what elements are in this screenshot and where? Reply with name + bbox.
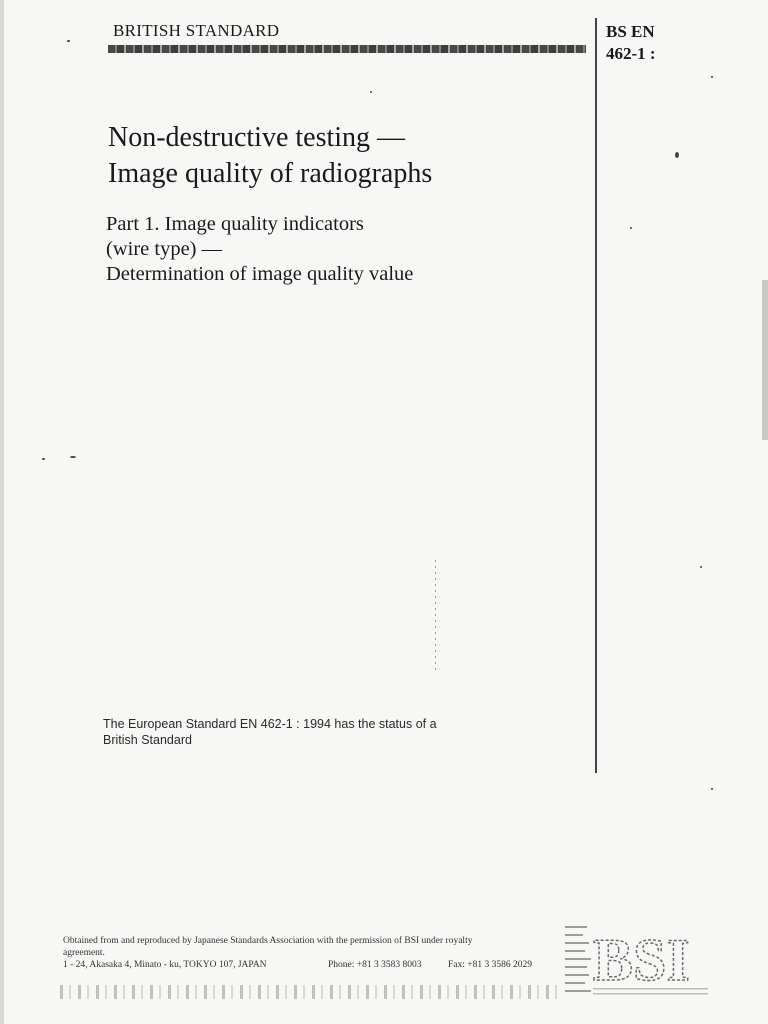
bsi-logo-text: BSI xyxy=(593,927,690,993)
scan-artifact-dots xyxy=(435,560,436,670)
scan-shadow-right xyxy=(762,280,768,440)
source-note xyxy=(63,935,563,971)
subtitle-line3: Determination of image quality value xyxy=(106,263,414,285)
document-subtitle xyxy=(106,212,413,287)
status-note xyxy=(103,716,483,748)
title-line2: Image quality of radiographs xyxy=(108,158,433,189)
standard-number-line2: 462-1 : xyxy=(606,44,656,63)
scan-speck xyxy=(370,91,372,93)
scan-speck xyxy=(711,788,713,790)
address-text: 1 - 24, Akasaka 4, Minato - ku, TOKYO 107, JAPAN xyxy=(63,960,267,970)
standard-number xyxy=(606,21,656,65)
contact-row xyxy=(63,959,563,971)
scan-speck xyxy=(630,227,632,229)
vertical-divider xyxy=(595,18,597,773)
bsi-logo xyxy=(563,918,713,998)
scan-speck xyxy=(711,76,713,78)
scan-speck xyxy=(700,566,702,568)
source-note-line2: agreement. xyxy=(63,948,105,958)
status-note-line2: British Standard xyxy=(103,733,192,747)
scan-speck xyxy=(675,152,679,158)
status-note-line1: The European Standard EN 462-1 : 1994 has the status of a xyxy=(103,717,437,731)
subtitle-line1: Part 1. Image quality indicators xyxy=(106,213,364,235)
scan-speck xyxy=(67,40,70,42)
header-label: BRITISH STANDARD xyxy=(113,21,280,40)
phone-text: Phone: +81 3 3583 8003 xyxy=(328,960,422,970)
subtitle-line2: (wire type) — xyxy=(106,238,223,260)
scan-noise-strip xyxy=(60,985,560,999)
scan-speck xyxy=(42,458,45,460)
scan-shadow-left xyxy=(0,0,4,1024)
fax-text: Fax: +81 3 3586 2029 xyxy=(448,960,532,970)
title-line1: Non-destructive testing — xyxy=(108,122,406,153)
scan-speck xyxy=(70,456,76,458)
source-note-line1: Obtained from and reproduced by Japanese Standards Association with the permission of BSI under royalty xyxy=(63,936,473,946)
header-rule xyxy=(108,45,586,53)
document-title xyxy=(108,120,432,192)
standard-number-line1: BS EN xyxy=(606,22,655,41)
